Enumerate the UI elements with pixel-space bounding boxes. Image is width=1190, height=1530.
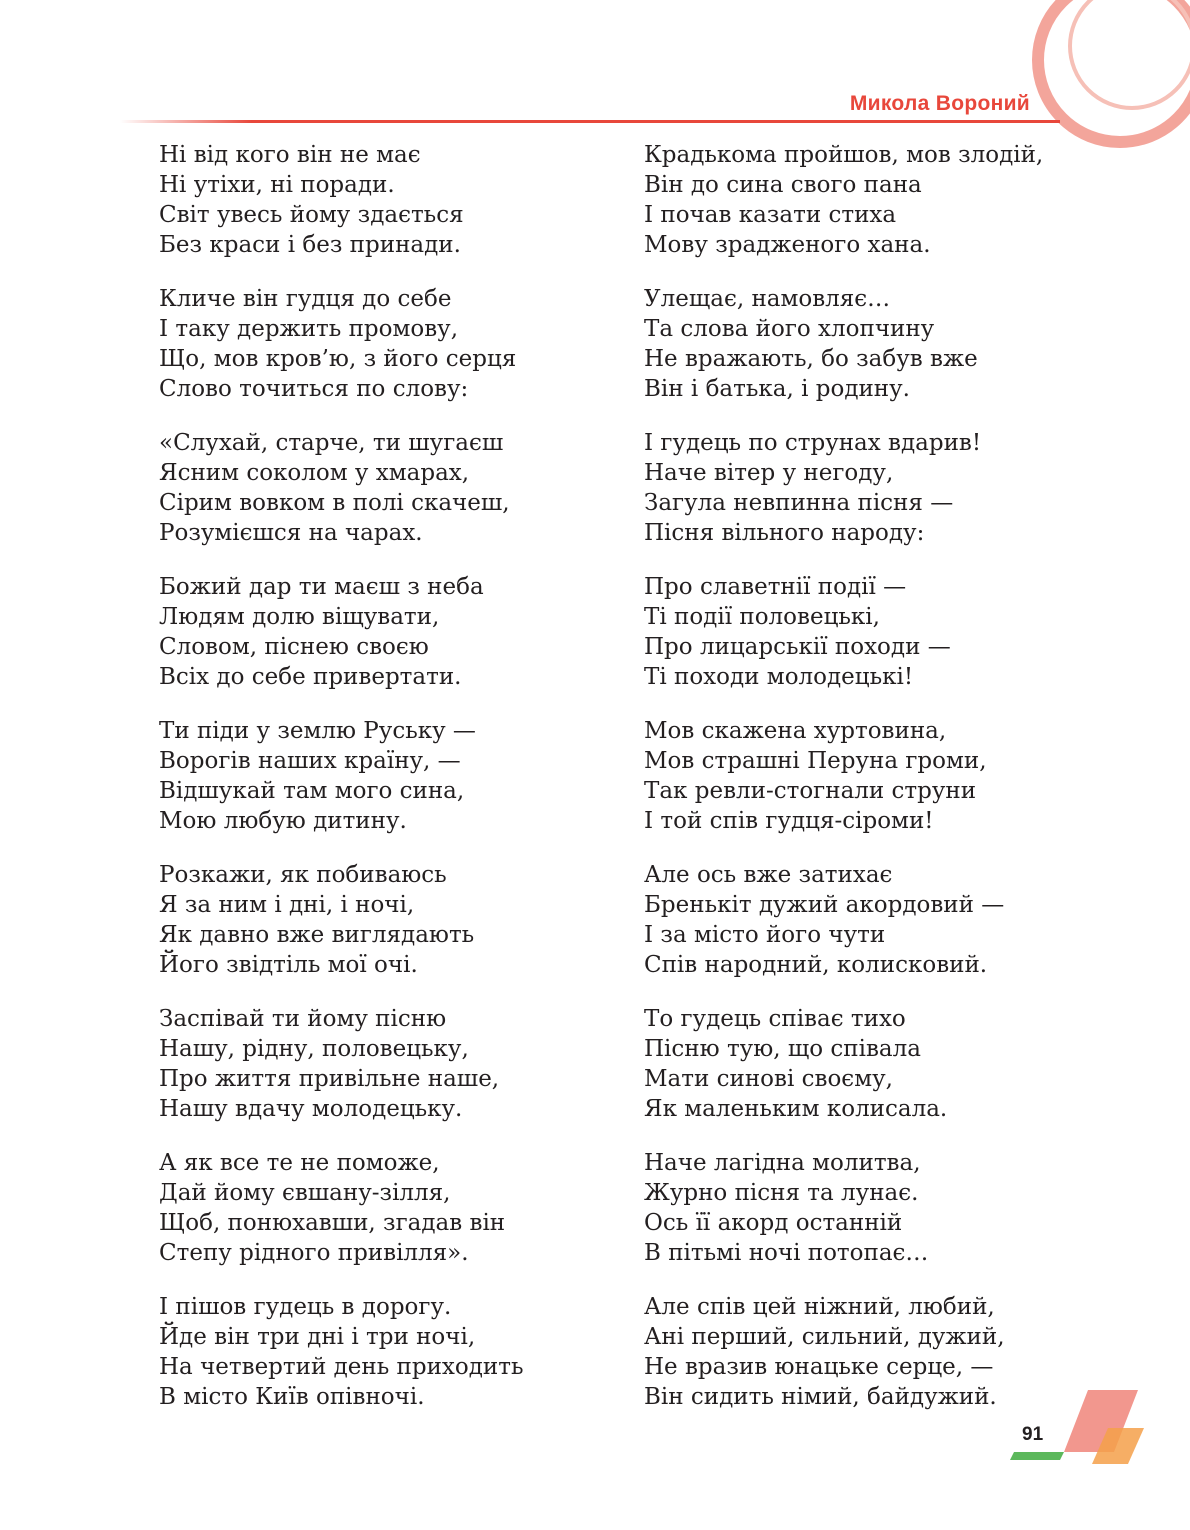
stanza (159, 572, 619, 692)
poem-line: І пішов гудець в дорогу. (159, 1294, 452, 1320)
poem-line: Мов страшні Перуна громи, (644, 748, 987, 774)
poem-line: В місто Київ опівночі. (159, 1384, 425, 1410)
poem-line: Він до сина свого пана (644, 172, 922, 198)
poem-line: Бренькіт дужий акордовий — (644, 892, 1005, 918)
poem-line: Ні від кого він не має (159, 142, 421, 168)
poem-line: Про життя привільне наше, (159, 1066, 500, 1092)
poem-line: Ті походи молодецькі! (644, 664, 914, 690)
poem-line: «Слухай, старче, ти шугаєш (159, 430, 504, 456)
stanza (159, 140, 619, 260)
stanza (644, 284, 1084, 404)
poem-line: Всіх до себе привертати. (159, 664, 462, 690)
left-poem-column (159, 140, 619, 1436)
poem-line: Загула невпинна пісня — (644, 490, 954, 516)
poem-line: Що, мов кров’ю, з його серця (159, 346, 517, 372)
poem-line: Ані перший, сильний, дужий, (644, 1324, 1005, 1350)
poem-line: Пісню тую, що співала (644, 1036, 921, 1062)
poem-line: Крадькома пройшов, мов злодій, (644, 142, 1044, 168)
poem-line: Божий дар ти маєш з неба (159, 574, 484, 600)
stanza (159, 1292, 619, 1412)
poem-line: Словом, піснею своєю (159, 634, 429, 660)
poem-line: Не вражають, бо забув вже (644, 346, 978, 372)
stanza (159, 428, 619, 548)
green-bar-icon (1010, 1452, 1064, 1460)
header-author: Микола Вороний (849, 92, 1030, 115)
poem-line: Він і батька, і родину. (644, 376, 910, 402)
poem-line: Так ревли-стогнали струни (644, 778, 977, 804)
poem-line: Спів народний, колисковий. (644, 952, 988, 978)
stanza (159, 284, 619, 404)
stanza (644, 1004, 1084, 1124)
stanza (644, 1292, 1084, 1412)
poem-line: Він сидить німий, байдужий. (644, 1384, 997, 1410)
poem-line: Я за ним і дні, і ночі, (159, 892, 415, 918)
poem-line: На четвертий день приходить (159, 1354, 524, 1380)
inner-circle-icon (1070, 0, 1190, 108)
poem-line: Світ увесь йому здається (159, 202, 464, 228)
poem-line: Нашу, рідну, половецьку, (159, 1036, 469, 1062)
stanza (644, 1148, 1084, 1268)
poem-line: Про славетнії події — (644, 574, 907, 600)
poem-line: В пітьмі ночі потопає… (644, 1240, 929, 1266)
stanza (159, 860, 619, 980)
poem-line: Відшукай там мого сина, (159, 778, 465, 804)
poem-line: Розкажи, як побиваюсь (159, 862, 447, 888)
stanza (644, 428, 1084, 548)
stanza (644, 140, 1084, 260)
poem-line: І гудець по струнах вдарив! (644, 430, 982, 456)
poem-line: Без краси і без принади. (159, 232, 461, 258)
stanza (644, 860, 1084, 980)
poem-line: Дай йому євшану-зілля, (159, 1180, 451, 1206)
header-rule (120, 120, 1060, 123)
poem-line: Не вразив юнацьке серце, — (644, 1354, 994, 1380)
poem-line: Його звідтіль мої очі. (159, 952, 418, 978)
poem-line: Сірим вовком в полі скачеш, (159, 490, 510, 516)
stanza (159, 716, 619, 836)
poem-line: Мов скажена хуртовина, (644, 718, 947, 744)
poem-line: Мати синові своєму, (644, 1066, 893, 1092)
poem-line: Ті події половецькі, (644, 604, 880, 630)
poem-line: Пісня вільного народу: (644, 520, 925, 546)
poem-line: Кличе він гудця до себе (159, 286, 452, 312)
poem-line: Йде він три дні і три ночі, (159, 1324, 476, 1350)
poem-line: Наче лагідна молитва, (644, 1150, 921, 1176)
poem-line: Як маленьким колисала. (644, 1096, 948, 1122)
poem-line: Ясним соколом у хмарах, (159, 460, 470, 486)
poem-line: Журно пісня та лунає. (644, 1180, 919, 1206)
poem-line: Мою любую дитину. (159, 808, 407, 834)
poem-line: А як все те не поможе, (159, 1150, 440, 1176)
poem-line: Слово точиться по слову: (159, 376, 469, 402)
poem-line: Нашу вдачу молодецьку. (159, 1096, 463, 1122)
poem-line: Про лицарськії походи — (644, 634, 951, 660)
poem-line: Заспівай ти йому пісню (159, 1006, 447, 1032)
poem-line: Улещає, намовляє… (644, 286, 891, 312)
poem-line: І таку держить промову, (159, 316, 459, 342)
stanza (644, 572, 1084, 692)
poem-line: Розумієшся на чарах. (159, 520, 423, 546)
poem-line: Щоб, понюхавши, згадав він (159, 1210, 506, 1236)
poem-line: Але ось вже затихає (644, 862, 893, 888)
poem-line: То гудець співає тихо (644, 1006, 906, 1032)
stanza (159, 1004, 619, 1124)
poem-line: Та слова його хлопчину (644, 316, 935, 342)
poem-line: Ти піди у землю Руську — (159, 718, 476, 744)
poem-line: Ось її акорд останній (644, 1210, 903, 1236)
poem-line: Але спів цей ніжний, любий, (644, 1294, 995, 1320)
poem-line: Степу рідного привілля». (159, 1240, 469, 1266)
stanza (159, 1148, 619, 1268)
poem-line: Ворогів наших країну, — (159, 748, 461, 774)
poem-line: І той спів гудця-сіроми! (644, 808, 934, 834)
poem-line: Як давно вже виглядають (159, 922, 475, 948)
poem-line: Наче вітер у негоду, (644, 460, 894, 486)
poem-line: Ні утіхи, ні поради. (159, 172, 395, 198)
poem-line: І почав казати стиха (644, 202, 897, 228)
poem-line: Мову зрадженого хана. (644, 232, 931, 258)
page-number: 91 (1022, 1424, 1044, 1445)
outer-circle-icon (1038, 0, 1190, 142)
right-poem-column (644, 140, 1084, 1436)
poem-line: Людям долю віщувати, (159, 604, 440, 630)
stanza (644, 716, 1084, 836)
poem-line: І за місто його чути (644, 922, 886, 948)
